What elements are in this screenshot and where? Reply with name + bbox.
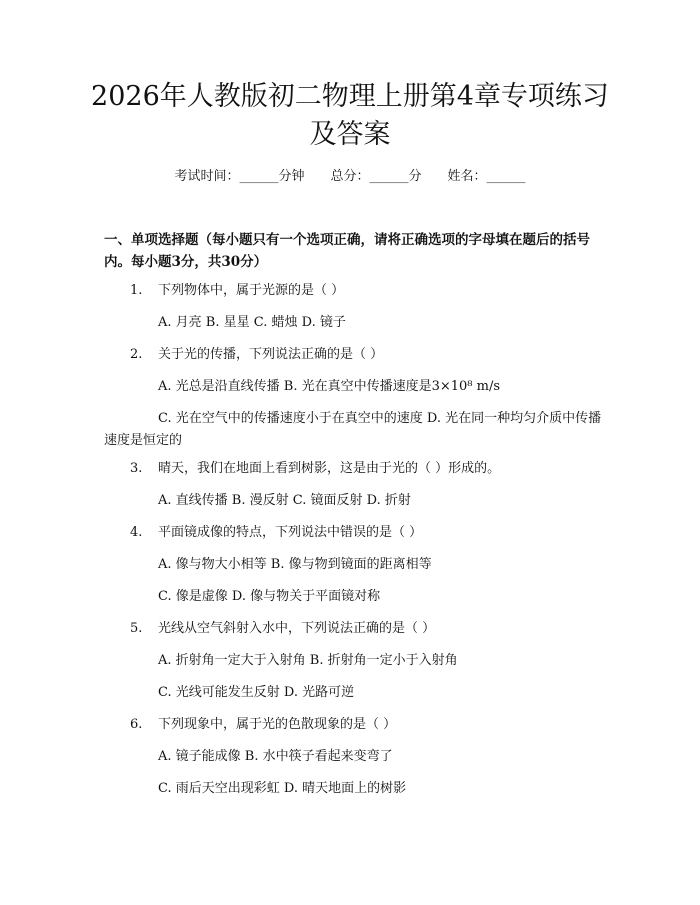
question-5-options-line-2: C. 光线可能发生反射 D. 光路可逆 — [158, 685, 355, 700]
question-1 — [130, 282, 344, 300]
question-3-options: A. 直线传播 B. 漫反射 C. 镜面反射 D. 折射 — [158, 493, 411, 508]
question-2 — [130, 346, 383, 364]
question-4-options-line-1: A. 像与物大小相等 B. 像与物到镜面的距离相等 — [158, 557, 432, 572]
question-text: 晴天，我们在地面上看到树影，这是由于光的（ ）形成的。 — [158, 461, 501, 476]
question-text: 关于光的传播，下列说法正确的是（ ） — [158, 347, 384, 362]
exam-total-score: 总分：______分 — [330, 169, 422, 184]
question-1-options: A. 月亮 B. 星星 C. 蜡烛 D. 镜子 — [158, 315, 346, 330]
question-5-options-line-1: A. 折射角一定大于入射角 B. 折射角一定小于入射角 — [158, 653, 458, 668]
section-title: 一、单项选择题（每小题只有一个选项正确，请将正确选项的字母填在题后的括号内。每小题3分，共30分） — [104, 232, 590, 270]
question-text: 下列现象中，属于光的色散现象的是（ ） — [158, 717, 397, 732]
question-number: 6. — [130, 717, 143, 732]
exam-student-name: 姓名：______ — [447, 169, 526, 184]
question-number: 4. — [130, 525, 143, 540]
question-2-options-line-1: A. 光总是沿直线传播 B. 光在真空中传播速度是3×10⁸ m/s — [158, 379, 501, 394]
question-5 — [130, 620, 435, 638]
document-title: 2026年人教版初二物理上册第4章专项练习及答案 — [91, 81, 609, 150]
question-4-options-line-2: C. 像是虚像 D. 像与物关于平面镜对称 — [158, 589, 381, 604]
question-text: 光线从空气斜射入水中，下列说法正确的是（ ） — [158, 621, 436, 636]
exam-meta — [0, 168, 700, 186]
question-6-options-line-1: A. 镜子能成像 B. 水中筷子看起来变弯了 — [158, 749, 393, 764]
exam-time: 考试时间：______分钟 — [174, 169, 305, 184]
question-2-options-line-2: C. 光在空气中的传播速度小于在真空中的速度 D. 光在同一种均匀介质中传播速度是恒定的 — [104, 411, 602, 448]
question-4 — [130, 524, 422, 542]
question-text: 下列物体中，属于光源的是（ ） — [158, 283, 345, 298]
question-number: 2. — [130, 347, 143, 362]
question-3 — [130, 460, 500, 478]
question-text: 平面镜成像的特点，下列说法中错误的是（ ） — [158, 525, 423, 540]
question-6-options-line-2: C. 雨后天空出现彩虹 D. 晴天地面上的树影 — [158, 781, 407, 796]
question-6 — [130, 716, 396, 734]
question-number: 1. — [130, 283, 143, 298]
question-number: 5. — [130, 621, 143, 636]
question-number: 3. — [130, 461, 143, 476]
